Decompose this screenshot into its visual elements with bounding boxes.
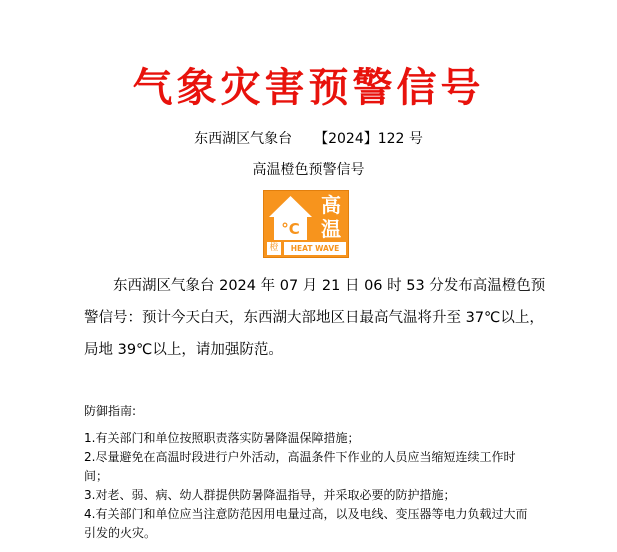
guideline-item: 4.有关部门和单位应当注意防范因用电量过高，以及电线、变压器等电力负载过大而引发的火灾。 <box>84 507 528 540</box>
guideline-item: 1.有关部门和单位按照职责落实防暑降温保障措施； <box>84 431 360 445</box>
guidelines-list <box>84 429 534 543</box>
issuer-name: 东西湖区气象台 <box>194 131 293 147</box>
issuer-line <box>0 129 617 149</box>
signal-name-cn: 高 温 <box>321 193 341 241</box>
celsius-symbol: °C <box>281 220 300 238</box>
guidelines-title: 防御指南: <box>84 404 137 418</box>
signal-name-en: HEAT WAVE <box>284 242 346 255</box>
thermometer-house-icon <box>267 194 314 241</box>
document-title: 气象灾害预警信号 <box>132 64 485 111</box>
signal-level-label: 橙 <box>267 242 281 255</box>
guideline-item: 3.对老、弱、病、幼人群提供防暑降温指导，并采取必要的防护措施； <box>84 488 456 502</box>
announcement-text: 东西湖区气象台 2024 年 07 月 21 日 06 时 53 分发布高温橙色预警信号：预计今天白天，东西湖大部地区日最高气温将升至 37℃以上，局地 39℃以上，请加强防范。 <box>84 278 546 358</box>
signal-name: 高温橙色预警信号 <box>252 162 365 178</box>
heat-wave-signal-badge <box>263 190 349 258</box>
document-number: 【2024】122 号 <box>314 131 423 147</box>
guideline-item: 2.尽量避免在高温时段进行户外活动，高温条件下作业的人员应当缩短连续工作时间； <box>84 450 516 483</box>
